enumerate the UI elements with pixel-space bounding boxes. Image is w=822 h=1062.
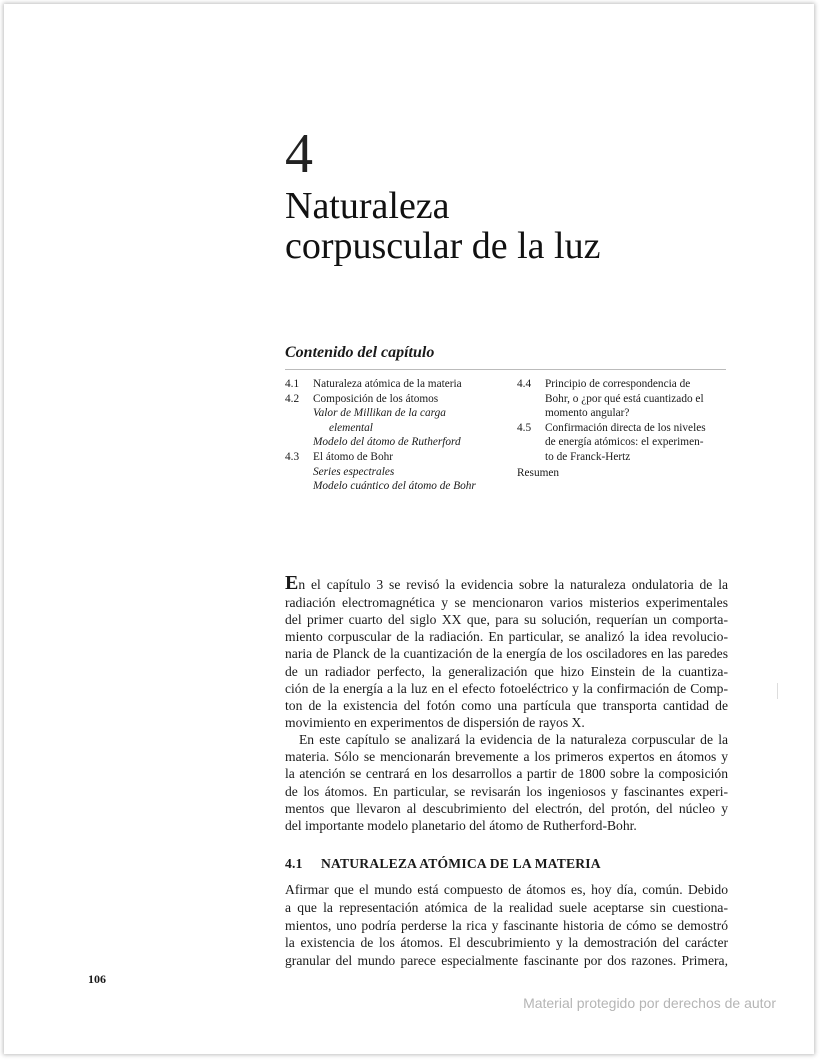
text-line [285, 680, 728, 697]
text-line [285, 748, 728, 765]
text-line [285, 800, 728, 817]
text-line [285, 645, 728, 662]
line-text: miento corpuscular de la radiación. En particular, se analizó la idea revolucio- [285, 629, 728, 645]
toc-entry-number: 4.5 [517, 421, 532, 434]
line-text: materia. Sólo se mencionarán brevemente a los primeros expertos en átomos y [285, 749, 728, 765]
toc-subentry: Valor de Millikan de la carga [313, 407, 446, 420]
line-text: mentos que llevaron al descubrimiento del electrón, del protón, del núcleo y [285, 800, 728, 816]
text-line: a que la representación atómica de la realidad suele aceptarse sin cuestiona- [285, 899, 728, 915]
toc-entry-continuation: to de Franck-Hertz [545, 450, 631, 463]
toc-subentry: Modelo del átomo de Rutherford [313, 436, 461, 449]
drop-cap: E [285, 572, 299, 594]
text-line [285, 572, 728, 594]
toc-subentry: Series espectrales [313, 465, 395, 478]
toc-entry [285, 450, 505, 465]
section-number: 4.1 [285, 856, 303, 871]
line-text: n el capítulo 3 se revisó la evidencia sobre la naturaleza ondulatoria de la [298, 577, 728, 592]
text-line [285, 663, 728, 680]
line-text: radiación electromagnética y se mencionaron varios misterios experimentales [285, 595, 728, 610]
text-line [285, 731, 728, 748]
toc-entry-number: 4.3 [285, 450, 300, 463]
line-text: naria de Planck de la cuantización de la energía de los osciladores en las paredes [285, 646, 728, 662]
toc-entry-title: Naturaleza atómica de la materia [313, 378, 462, 390]
scan-mark [777, 683, 778, 699]
text-line: granular del mundo parece especialmente fascinante por dos razones. Primera, [285, 953, 728, 969]
toc-entry-continuation: Bohr, o ¿por qué está cuantizado el [545, 392, 704, 405]
text-line [285, 594, 728, 611]
line-text: ción de la energía a la luz en el efecto fotoeléctrico y la confirmación de Comp- [285, 680, 728, 696]
text-line [285, 783, 728, 800]
toc-entry-number: 4.4 [517, 378, 532, 390]
text-line [285, 817, 728, 834]
text-line [285, 628, 728, 645]
toc-left-column [285, 377, 505, 494]
toc-entry-summary: Resumen [517, 466, 560, 479]
section-title: NATURALEZA ATÓMICA DE LA MATERIA [321, 856, 601, 871]
toc-heading: Contenido del capítulo [285, 344, 435, 361]
line-text: del importante modelo planetario del átomo de Rutherford-Bohr. [285, 817, 637, 833]
toc-entry-continuation: momento angular? [545, 407, 630, 420]
toc-divider [285, 369, 726, 370]
toc-entry-number: 4.1 [285, 378, 300, 390]
page-number: 106 [88, 972, 106, 986]
chapter-title-line: corpuscular de la luz [285, 225, 601, 267]
text-line: Afirmar que el mundo está compuesto de átomos es, hoy día, común. Debido [285, 882, 728, 897]
line-text: ton de la existencia del fotón como una partícula que transporta cantidad de [285, 697, 728, 713]
text-line [285, 765, 728, 782]
line-text: del primer cuarto del siglo XX que, para su solución, requerían un comporta- [285, 612, 728, 628]
toc-entry-number: 4.2 [285, 392, 300, 405]
line-text: de un radiador perfecto, la generalización que hizo Einstein de la cuantiza- [285, 663, 728, 679]
section-text [285, 881, 728, 970]
text-line [285, 697, 728, 714]
text-line [285, 611, 728, 628]
intro-text [285, 572, 728, 834]
line-text: la atención se centrará en los desarrollos a partir de 1800 sobre la composición [285, 766, 728, 782]
toc-subentry: elemental [329, 421, 373, 434]
chapter-number: 4 [285, 123, 313, 185]
toc-entry-title: El átomo de Bohr [313, 450, 394, 463]
line-text: movimiento en experimentos de dispersión de rayos X. [285, 714, 585, 730]
line-text: En este capítulo se analizará la evidencia de la naturaleza corpuscular de la [299, 732, 728, 748]
watermark: Material protegido por derechos de autor [523, 995, 776, 1011]
section-heading [285, 856, 601, 872]
toc-entry [285, 392, 505, 407]
chapter-title [285, 186, 600, 266]
toc-entry-title: Confirmación directa de los niveles [545, 421, 706, 434]
toc-entry-title: Composición de los átomos [313, 392, 439, 405]
toc-entry [285, 377, 505, 392]
toc-entry [517, 421, 732, 436]
chapter-title-line: Naturaleza [285, 185, 450, 227]
toc-entry-continuation: de energía atómicos: el experimen- [545, 436, 704, 449]
toc-subentry: Modelo cuántico del átomo de Bohr [313, 480, 476, 493]
toc-right-column [517, 377, 732, 480]
toc-entry [517, 377, 732, 392]
line-text: de los átomos. En particular, se revisarán los ingeniosos y fascinantes experi- [285, 783, 728, 799]
text-line [285, 714, 728, 731]
toc-entry-title: Principio de correspondencia de [545, 378, 691, 390]
text-line: la existencia de los átomos. El descubrimiento y la demostración del carácter [285, 935, 728, 951]
text-line: mientos, uno podría perderse la rica y fascinante historia de cómo se demostró [285, 917, 728, 933]
